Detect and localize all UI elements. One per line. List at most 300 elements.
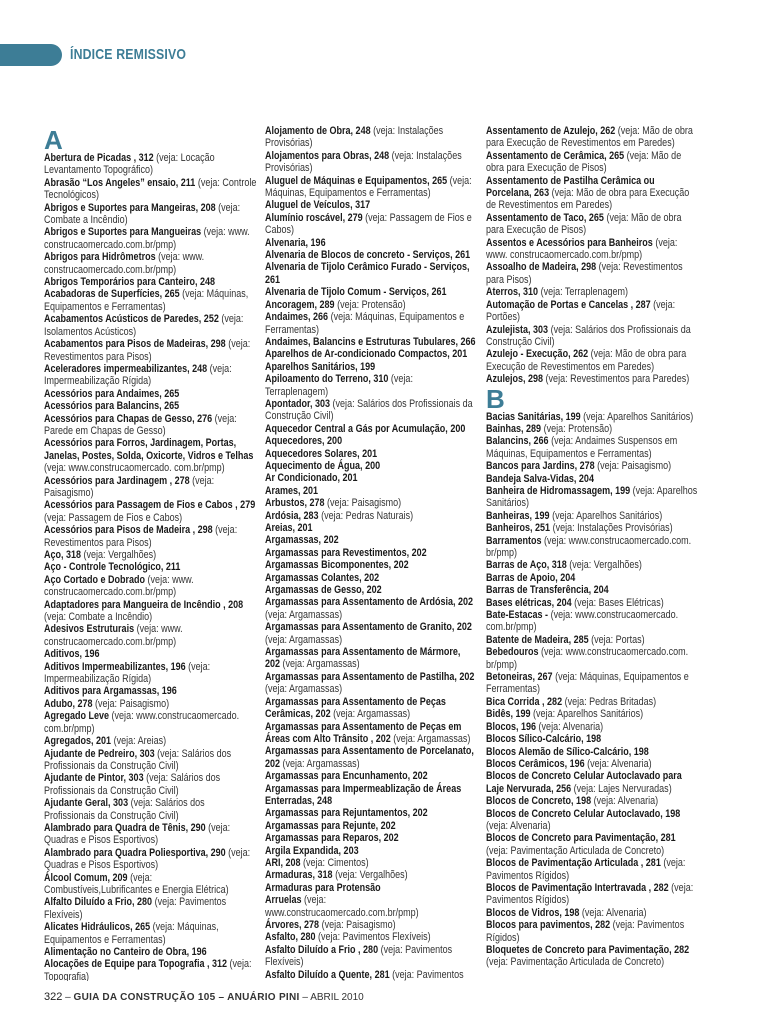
entry-term: Abrigos e Suportes para Mangeiras, 208 (44, 201, 216, 214)
entry-term: Asfalto Diluído a Frio , 280 (265, 943, 379, 956)
entry-reference: (veja: Salários dos Profissionais da Construção Civil) (44, 747, 232, 772)
entry-term: Acessórios para Jardinagem , 278 (44, 474, 190, 487)
index-entry (44, 772, 257, 797)
entry-term: Argamassas para Assentamento de Porcelanato, 202 (265, 745, 474, 770)
index-entry (265, 534, 478, 546)
index-entry (265, 348, 478, 360)
index-entry (486, 808, 699, 833)
index-entry (265, 671, 478, 696)
entry-reference: (veja: Aparelhos Sanitários) (549, 509, 663, 522)
index-entry (265, 435, 478, 447)
entry-term: Alimentação no Canteiro de Obra, 196 (44, 946, 207, 958)
page-number: 322 (44, 991, 63, 1003)
index-entry (265, 721, 478, 746)
index-entry (44, 288, 257, 313)
index-entry (486, 435, 699, 460)
index-entry (486, 795, 699, 807)
entry-term: Ancoragem, 289 (265, 298, 335, 311)
entry-term: Banheira de Hidromassagem, 199 (486, 484, 631, 497)
entry-reference: (veja: Portas) (588, 633, 645, 646)
entry-term: Alfalto Diluído a Frio, 280 (44, 896, 153, 909)
entry-term: Blocos, 196 (486, 720, 537, 733)
entry-reference: (veja: www. construcaomercado.com.br/pmp) (44, 573, 194, 599)
entry-term: Aquecedor Central a Gás por Acumulação, 200 (265, 422, 466, 435)
index-entry (486, 125, 699, 150)
entry-term: Argamassas para Assentamento de Ardósia, 202 (265, 596, 474, 609)
entry-term: Blocos de Vidros, 198 (486, 906, 580, 919)
index-entry (265, 472, 478, 484)
entry-reference: (veja: Paisagismo) (319, 919, 396, 931)
index-entry (265, 249, 478, 261)
entry-reference: (veja: Vergalhões) (332, 869, 408, 882)
index-entry (44, 313, 257, 338)
index-entry (44, 648, 257, 660)
entry-term: Automação de Portas e Cancelas , 287 (486, 298, 651, 311)
index-entry (44, 400, 257, 412)
entry-reference: (veja: www.construcaomercado. com.br/pmp) (486, 609, 679, 634)
entry-reference: (veja: Pavimentos Flexíveis) (44, 896, 227, 921)
entry-term: Aditivos Impermeabilizantes, 196 (44, 660, 186, 673)
index-entry (486, 473, 699, 485)
entry-reference: (veja: Quadras e Pisos Esportivos) (44, 846, 251, 872)
index-entry (265, 361, 478, 373)
entry-reference: (veja: Combate a Incêndio) (44, 201, 241, 227)
index-entry (265, 783, 478, 808)
entry-reference: (veja: Paisagismo) (92, 697, 170, 710)
entry-term: Adesivos Estruturais (44, 623, 135, 636)
entry-reference: (veja: Revestimentos para Pisos) (486, 261, 683, 286)
entry-reference: (veja: Aparelhos Sanitários) (580, 410, 694, 423)
entry-term: Alvenaria, 196 (265, 236, 326, 249)
entry-reference: (veja: Argamassas) (280, 757, 360, 770)
index-entry (44, 561, 257, 573)
index-entry (265, 199, 478, 211)
index-entry (486, 758, 699, 770)
entry-term: Assentos e Acessórios para Banheiros (486, 236, 653, 249)
entry-reference: (veja: Argamassas) (390, 732, 471, 745)
entry-term: Alvenaria de Tijolo Cerâmico Furado - Serviços, 261 (265, 261, 470, 286)
entry-term: Argamassas para Assentamento de Mármore, 202 (265, 646, 461, 671)
entry-term: Agregados, 201 (44, 735, 112, 748)
index-entry (486, 150, 699, 175)
index-entry (44, 499, 257, 524)
index-entry (44, 661, 257, 686)
entry-reference: (veja: Combate a Incêndio) (44, 611, 153, 624)
entry-reference: (veja: Revestimentos para Pisos) (44, 524, 238, 549)
entry-term: Andaimes, Balancins e Estruturas Tubulares, 266 (265, 335, 476, 348)
entry-term: Argamassas para Encunhamento, 202 (265, 770, 428, 783)
entry-term: Assoalho de Madeira, 298 (486, 261, 597, 274)
entry-term: Banheiros, 251 (486, 522, 551, 535)
entry-term: Argamassas para Assentamento de Peças em Áreas com Alto Trânsito , 202 (265, 720, 462, 745)
entry-reference: (veja: www. construcaomercado.com.br/pmp) (44, 623, 183, 648)
index-entry (265, 460, 478, 472)
entry-term: Blocos Sílico-Calcário, 198 (486, 733, 602, 746)
entry-term: Acessórios para Balancins, 265 (44, 400, 180, 413)
index-entry (44, 685, 257, 697)
index-entry (265, 175, 478, 200)
entry-term: Abrigos Temporários para Canteiro, 248 (44, 276, 215, 289)
entry-reference: (veja: Pavimentação Articulada de Concreto) (486, 956, 665, 969)
index-entry (265, 696, 478, 721)
index-entry (486, 286, 699, 298)
publication-date: ABRIL 2010 (310, 992, 364, 1003)
entry-term: Areias, 201 (265, 522, 313, 534)
entry-term: Armaduras para Protensão (265, 881, 381, 894)
index-entry (44, 599, 257, 624)
entry-term: Aterros, 310 (486, 286, 539, 299)
page-footer (44, 990, 364, 1004)
entry-term: Álcool Comum, 209 (44, 871, 128, 884)
entry-reference: (veja: Protensão) (541, 422, 613, 435)
index-entry (265, 857, 478, 869)
entry-term: Bases elétricas, 204 (486, 596, 572, 609)
entry-reference: (veja: Portões) (486, 298, 676, 324)
entry-reference: (veja: Alvenaria) (584, 757, 652, 770)
entry-reference: (veja: Revestimentos para Pisos) (44, 338, 251, 363)
entry-reference: (veja: Isolamentos Acústicos) (44, 313, 244, 338)
entry-term: Acessórios para Andaimes, 265 (44, 387, 180, 400)
index-entry (486, 671, 699, 696)
index-entry (265, 485, 478, 497)
index-entry (44, 958, 257, 981)
entry-term: Bebedouros (486, 646, 539, 659)
index-entry (44, 152, 257, 177)
entry-reference: (veja: Argamassas) (265, 633, 343, 646)
entry-term: Arruelas (265, 894, 302, 907)
entry-reference: (veja: Combustíveis,Lubrificantes e Energia Elétrica) (44, 871, 229, 896)
index-entry (486, 510, 699, 522)
entry-term: Bandeja Salva-Vidas, 204 (486, 472, 594, 485)
entry-term: Bainhas, 289 (486, 422, 542, 435)
entry-term: Blocos de Concreto Celular Autoclavado para Laje Nervurada, 256 (486, 770, 682, 795)
entry-term: Argamassas para Rejuntamentos, 202 (265, 807, 428, 820)
entry-reference: (veja: Instalações Provisórias) (265, 125, 444, 150)
entry-reference: (veja: Salários dos Profissionais da Construção Civil) (44, 797, 205, 822)
entry-term: Assentamento de Taco, 265 (486, 211, 604, 224)
entry-reference: (veja: Impermeabilização Rígida) (44, 362, 232, 388)
entry-term: Aço - Controle Tecnológico, 211 (44, 561, 181, 574)
entry-term: Alambrado para Quadra Poliesportiva, 290 (44, 846, 226, 859)
index-entry (44, 475, 257, 500)
index-entry (44, 921, 257, 946)
entry-term: Bica Corrida , 282 (486, 695, 563, 708)
index-entry (486, 907, 699, 919)
index-entry (265, 212, 478, 237)
index-entry (486, 770, 699, 795)
entry-term: Acabamentos Acústicos de Paredes, 252 (44, 313, 219, 326)
index-entry (44, 748, 257, 773)
entry-term: Abrigos para Hidrômetros (44, 251, 156, 264)
index-entry (265, 373, 478, 398)
index-entry (44, 363, 257, 388)
entry-reference: (veja: Mão de obra para Execução de Revestimentos em Paredes) (486, 187, 690, 212)
index-column-1 (44, 125, 258, 981)
index-entry (265, 547, 478, 559)
entry-reference: (veja: Alvenaria) (591, 795, 659, 808)
entry-term: Aço, 318 (44, 549, 82, 561)
entry-term: Blocos de Pavimentação Intertravada , 282 (486, 881, 669, 894)
entry-term: Acabadoras de Superfícies, 265 (44, 288, 180, 301)
entry-term: Batente de Madeira, 285 (486, 633, 589, 646)
entry-term: Asfalto Diluído a Quente, 281 (265, 968, 390, 981)
index-entry (265, 497, 478, 509)
entry-term: ARI, 208 (265, 856, 301, 869)
entry-term: Blocos de Concreto Celular Autoclavado, 198 (486, 807, 681, 820)
footer-dash: – (299, 992, 311, 1003)
index-entry (265, 510, 478, 522)
index-entry (486, 535, 699, 560)
index-entry (44, 202, 257, 227)
header-accent-tab (0, 44, 62, 66)
index-entry (486, 634, 699, 646)
index-entry (265, 919, 478, 931)
entry-reference: (veja: Máquinas, Equipamentos e Ferramentas) (44, 921, 219, 946)
index-entry (486, 696, 699, 708)
entry-reference: (veja: www.construcaomercado.com. br/pmp) (486, 646, 689, 671)
index-entry (44, 946, 257, 958)
index-entry (265, 869, 478, 881)
index-entry (265, 621, 478, 646)
entry-term: Argamassas, 202 (265, 534, 339, 547)
entry-term: Bate-Estacas - (486, 609, 549, 622)
entry-term: Banheiras, 199 (486, 509, 550, 522)
entry-reference: (veja: Vergalhões) (566, 559, 642, 572)
index-entry (265, 745, 478, 770)
entry-term: Ar Condicionado, 201 (265, 472, 358, 485)
entry-reference: (veja: Vergalhões) (81, 549, 157, 561)
entry-term: Azulejista, 303 (486, 323, 549, 336)
entry-term: Barras de Transferência, 204 (486, 584, 609, 597)
index-entry (486, 237, 699, 262)
entry-reference: (veja: Alvenaria) (579, 906, 647, 919)
entry-term: Barramentos (486, 534, 542, 547)
entry-term: Bidês, 199 (486, 708, 531, 721)
entry-reference: (veja: www. construcaomercado.com.br/pmp) (44, 251, 205, 276)
entry-reference: (veja: Pedras Naturais) (318, 509, 414, 522)
entry-reference: (veja: Protensão) (334, 298, 406, 311)
entry-reference: (veja: Pavimentação Articulada de Concreto) (486, 844, 665, 857)
entry-reference: (veja: Pavimentos Rígidos) (486, 881, 694, 907)
entry-term: Aço Cortado e Dobrado (44, 573, 146, 586)
entry-term: Alvenaria de Tijolo Comum - Serviços, 261 (265, 286, 447, 299)
index-entry (486, 708, 699, 720)
index-entry (265, 150, 478, 175)
entry-reference: (veja: Argamassas) (330, 708, 411, 721)
index-entry (44, 797, 257, 822)
entry-term: Aparelhos de Ar-condicionado Compactos, 201 (265, 348, 468, 361)
entry-reference: (veja: Revestimentos para Paredes) (543, 373, 690, 386)
index-entry (44, 338, 257, 363)
entry-reference: (veja: Pavimentos Rígidos) (486, 919, 685, 944)
entry-term: Agregado Leve (44, 710, 110, 723)
index-entry (486, 832, 699, 857)
entry-term: Alvenaria de Blocos de concreto - Serviços, 261 (265, 249, 471, 262)
index-entry (44, 710, 257, 735)
entry-reference: (veja: www.construcaomercado.com.br/pmp) (265, 894, 419, 919)
entry-term: Argamassas para Assentamento de Granito, 202 (265, 621, 472, 634)
entry-term: Argamassas de Gesso, 202 (265, 584, 382, 597)
index-entry (486, 646, 699, 671)
index-entry (265, 944, 478, 969)
entry-term: Barras de Apoio, 204 (486, 571, 576, 584)
index-entry (486, 944, 699, 969)
entry-term: Blocos Alemão de Sílico-Calcário, 198 (486, 745, 649, 758)
entry-reference: (veja: Salários dos Profissionais da Construção Civil) (265, 397, 473, 423)
index-entry (44, 437, 257, 474)
index-entry (265, 832, 478, 844)
entry-term: Apontador, 303 (265, 397, 331, 410)
entry-term: Acessórios para Passagem de Fios e Cabos , 279 (44, 499, 256, 512)
entry-term: Blocos Cerâmicos, 196 (486, 757, 585, 770)
entry-reference: (veja: Salários dos Profissionais da Construção Civil) (486, 323, 691, 348)
entry-reference: (veja: Paisagismo) (324, 497, 402, 510)
entry-term: Bacias Sanitárias, 199 (486, 410, 581, 423)
index-entry (265, 286, 478, 298)
index-entry (44, 524, 257, 549)
index-column-2 (265, 125, 479, 981)
entry-reference: (veja: Mão de obra para Execução de Pisos) (486, 149, 682, 175)
entry-term: Aquecedores Solares, 201 (265, 447, 378, 460)
index-entry (486, 721, 699, 733)
entry-reference: (veja: Andaimes Suspensos em Máquinas, Equipamentos e Ferramentas) (486, 435, 678, 460)
entry-term: Argamassas para Assentamento de Peças Cerâmicas, 202 (265, 695, 446, 721)
index-entry (265, 770, 478, 782)
entry-term: Balancins, 266 (486, 435, 549, 448)
index-entry (486, 882, 699, 907)
entry-reference: (veja: Lajes Nervuradas) (571, 782, 672, 795)
index-entry (44, 388, 257, 400)
index-entry (265, 311, 478, 336)
index-entry (265, 336, 478, 348)
entry-reference: (veja: Alvenaria) (486, 819, 551, 832)
entry-reference: (veja: Pavimentos Rígidos) (486, 857, 686, 882)
entry-term: Ardósia, 283 (265, 509, 319, 522)
entry-term: Argamassas para Assentamento de Pastilha, 202 (265, 670, 475, 683)
section-letter: A (44, 125, 63, 155)
entry-reference: (veja: Aparelhos Sanitários) (486, 484, 698, 510)
index-entry (44, 226, 257, 251)
entry-term: Alicates Hidráulicos, 265 (44, 921, 151, 934)
entry-reference: (veja: Terraplenagem) (265, 373, 413, 398)
index-entry (44, 251, 257, 276)
entry-reference: (veja: Locação Levantamento Topográfico) (44, 152, 215, 177)
entry-reference: (veja: Argamassas) (280, 658, 360, 671)
entry-term: Blocos de Pavimentação Articulada , 281 (486, 857, 661, 870)
entry-term: Adubo, 278 (44, 697, 93, 710)
entry-term: Blocos para pavimentos, 282 (486, 919, 611, 932)
index-entry (265, 559, 478, 571)
entry-reference: (veja: www.construcaomercado. com.br/pmp) (44, 710, 240, 735)
entry-term: Aditivos para Argamassas, 196 (44, 685, 177, 698)
entry-term: Alumínio roscável, 279 (265, 211, 363, 224)
entry-term: Alojamentos para Obras, 248 (265, 149, 390, 162)
entry-reference: (veja: Passagem de Fios e Cabos) (44, 511, 183, 524)
entry-reference: (veja: www. construcaomercado.com.br/pmp) (44, 226, 250, 251)
entry-reference: (veja: Quadras e Pisos Esportivos) (44, 821, 231, 847)
entry-term: Arames, 201 (265, 484, 319, 497)
entry-term: Apiloamento do Terreno, 310 (265, 373, 389, 386)
entry-term: Alojamento de Obra, 248 (265, 125, 371, 137)
index-entry (486, 584, 699, 596)
entry-term: Aluguel de Veículos, 317 (265, 199, 371, 212)
index-entry (265, 398, 478, 423)
entry-term: Alocações de Equipe para Topografia , 312 (44, 958, 227, 971)
entry-term: Assentamento de Pastilha Cerâmica ou Porcelana, 263 (486, 174, 655, 200)
entry-term: Aquecedores, 200 (265, 435, 343, 448)
index-entry (44, 574, 257, 599)
entry-term: Argamassas para Impermeablização de Áreas Enterradas, 248 (265, 782, 462, 807)
index-entry (265, 845, 478, 857)
entry-reference: (veja: Máquinas, Equipamentos e Ferramentas) (486, 671, 689, 696)
index-entry (44, 177, 257, 202)
entry-term: Argamassas para Reparos, 202 (265, 832, 399, 845)
index-entry (265, 237, 478, 249)
index-entry (265, 423, 478, 435)
entry-reference: (veja: Parede em Chapas de Gesso) (44, 412, 237, 437)
entry-term: Azulejo - Execução, 262 (486, 348, 589, 361)
entry-term: Arbustos, 278 (265, 497, 325, 510)
entry-reference: (veja: Pedras Britadas) (562, 695, 657, 708)
entry-term: Argamassas Bicomponentes, 202 (265, 559, 409, 572)
entry-reference: (veja: Instalações Provisórias) (550, 522, 673, 535)
entry-term: Aparelhos Sanitários, 199 (265, 360, 376, 373)
entry-term: Andaimes, 266 (265, 311, 329, 324)
index-entry (486, 857, 699, 882)
entry-reference: (veja: Argamassas) (265, 608, 343, 621)
index-entry (44, 735, 257, 747)
entry-reference: (veja: Impermeabilização Rígida) (44, 660, 211, 686)
index-entry (265, 299, 478, 311)
index-entry (265, 894, 478, 919)
entry-reference: (veja: Controle Tecnológicos) (44, 176, 257, 202)
entry-reference: (veja: Instalações Provisórias) (265, 149, 462, 175)
index-entry (265, 807, 478, 819)
entry-term: Azulejos, 298 (486, 373, 544, 386)
entry-term: Aceleradores impermeabilizantes, 248 (44, 362, 208, 375)
entry-reference: (veja: Paisagismo) (594, 460, 672, 473)
entry-term: Argamassas Colantes, 202 (265, 571, 380, 584)
entry-term: Assentamento de Azulejo, 262 (486, 125, 616, 137)
entry-term: Assentamento de Cerâmica, 265 (486, 149, 625, 162)
index-entry (486, 572, 699, 584)
entry-reference: (veja: Cimentos) (300, 856, 369, 869)
entry-reference: (veja: Salários dos Profissionais da Construção Civil) (44, 772, 221, 797)
index-entry (265, 969, 478, 981)
index-entry (486, 597, 699, 609)
entry-term: Árvores, 278 (265, 919, 320, 931)
entry-term: Alambrado para Quadra de Tênis, 290 (44, 821, 206, 834)
index-entry (44, 822, 257, 847)
index-entry (44, 698, 257, 710)
entry-term: Acabamentos para Pisos de Madeiras, 298 (44, 338, 226, 351)
index-entry (486, 559, 699, 571)
index-entry (265, 882, 478, 894)
entry-term: Ajudante de Pintor, 303 (44, 772, 144, 785)
entry-reference: (veja: Mão de obra para Execução de Revestimentos em Paredes) (486, 348, 687, 373)
entry-term: Adaptadores para Mangueira de Incêndio , 208 (44, 598, 244, 611)
entry-term: Ajudante Geral, 303 (44, 797, 129, 810)
entry-reference: (veja: www. construcaomercado.com.br/pmp) (486, 236, 678, 262)
index-entry (265, 931, 478, 943)
entry-term: Acessórios para Pisos de Madeira , 298 (44, 524, 213, 537)
publication-name: GUIA DA CONSTRUÇÃO 105 – ANUÁRIO PINI (73, 992, 300, 1003)
index-entry (265, 596, 478, 621)
index-entry (265, 522, 478, 534)
entry-term: Blocos de Concreto, 198 (486, 795, 592, 808)
index-entry (486, 411, 699, 423)
entry-term: Asfalto, 280 (265, 931, 316, 944)
